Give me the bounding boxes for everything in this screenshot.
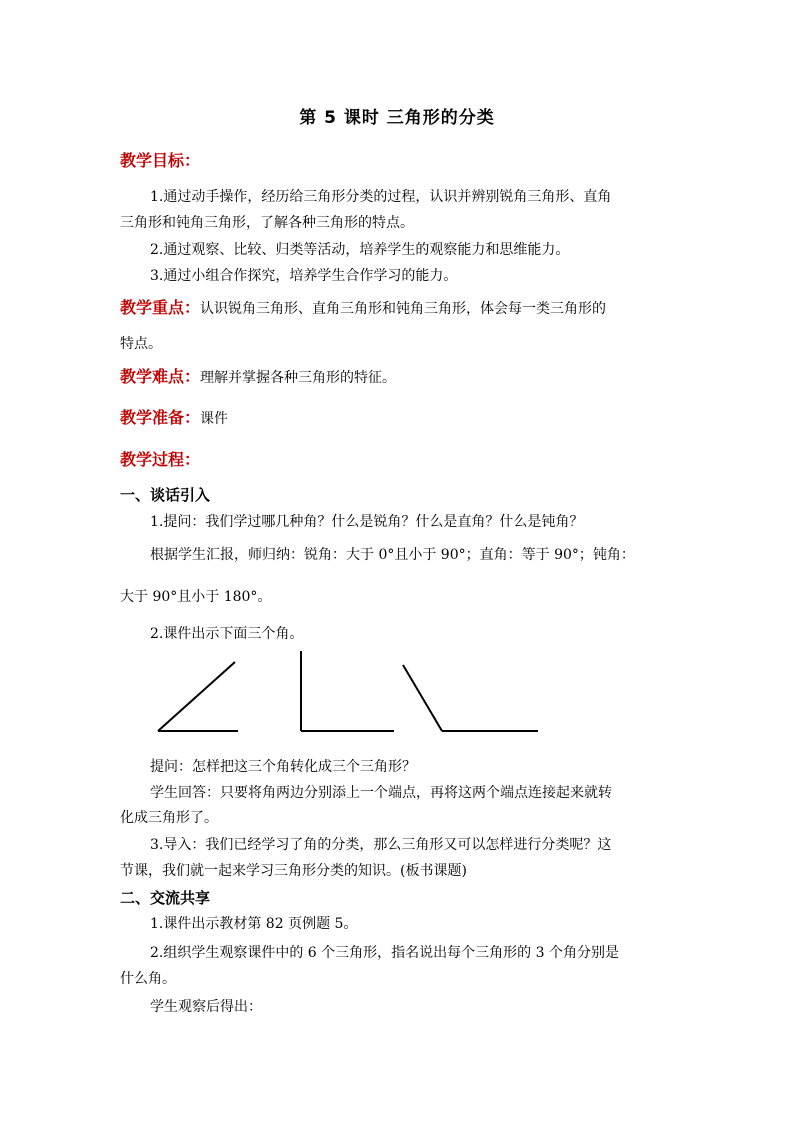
section2-line: 学生观察后得出： — [150, 999, 262, 1015]
section1-heading: 一、谈话引入 — [120, 486, 211, 504]
section1-line: 大于 90°且小于 180°。 — [120, 589, 272, 605]
section1-line: 根据学生汇报，师归纳：锐角：大于 0°且小于 90°；直角：等于 90°；钝角： — [150, 547, 635, 563]
key-points-label: 教学重点： — [120, 298, 201, 317]
lesson-title: 第 5 课时 三角形的分类 — [299, 108, 495, 128]
key-points-text: 认识锐角三角形、直角三角形和钝角三角形，体会每一类三角形的 — [200, 301, 607, 317]
section2-line: 1.课件出示教材第 82 页例题 5。 — [150, 916, 358, 932]
process-label: 教学过程： — [120, 450, 201, 469]
section1-line: 3.导入：我们已经学习了角的分类，那么三角形又可以怎样进行分类呢？这 — [150, 837, 612, 853]
section1-line: 2.课件出示下面三个角。 — [150, 626, 304, 642]
objective-line: 三角形和钝角三角形，了解各种三角形的特点。 — [120, 215, 414, 231]
right-angle-figure — [301, 651, 394, 731]
difficulties-text: 理解并掌握各种三角形的特征。 — [200, 370, 397, 386]
section1-line: 1.提问：我们学过哪几种角？什么是锐角？什么是直角？什么是钝角？ — [150, 514, 584, 530]
section2-line: 2.组织学生观察课件中的 6 个三角形，指名说出每个三角形的 3 个角分别是 — [150, 945, 619, 961]
section1-line: 学生回答：只要将角两边分别添上一个端点，再将这两个端点连接起来就转 — [150, 785, 612, 801]
objectives-label: 教学目标： — [120, 151, 201, 170]
angles-figure — [150, 646, 550, 738]
preparation-text: 课件 — [200, 411, 229, 427]
preparation-label: 教学准备： — [120, 408, 201, 427]
obtuse-angle-figure — [403, 665, 538, 731]
key-points-text-cont: 特点。 — [120, 336, 162, 352]
section1-line: 化成三角形了。 — [120, 810, 218, 826]
section2-line: 什么角。 — [120, 971, 176, 987]
objective-line: 2.通过观察、比较、归类等活动，培养学生的观察能力和思维能力。 — [150, 242, 570, 258]
section1-line: 提问：怎样把这三个角转化成三个三角形？ — [150, 759, 416, 775]
objective-line: 3.通过小组合作探究，培养学生合作学习的能力。 — [150, 268, 458, 284]
objective-line: 1.通过动手操作，经历给三角形分类的过程，认识并辨别锐角三角形、直角 — [150, 189, 612, 205]
difficulties-row — [120, 367, 396, 388]
section2-heading: 二、交流共享 — [120, 889, 211, 907]
preparation-row — [120, 408, 228, 429]
acute-angle-figure — [158, 662, 238, 731]
section1-line: 节课，我们就一起来学习三角形分类的知识。(板书课题) — [120, 863, 467, 879]
key-points-row — [120, 298, 606, 319]
difficulties-label: 教学难点： — [120, 367, 201, 386]
